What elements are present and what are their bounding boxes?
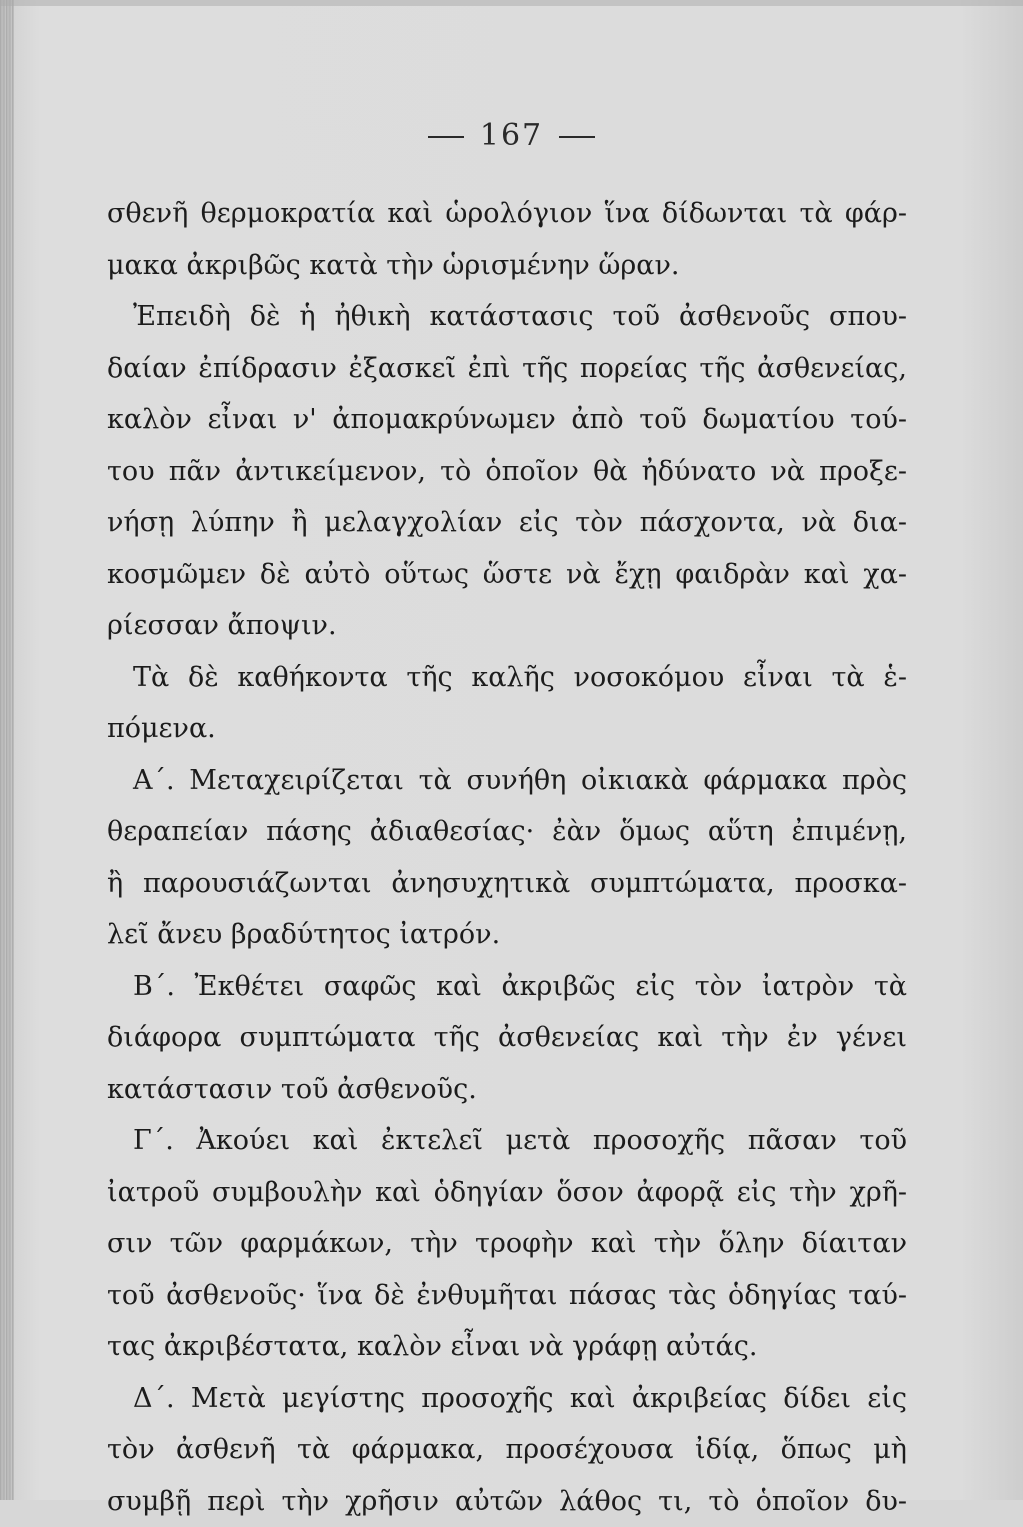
text-line-content: συμβῇ περὶ τὴν χρῆσιν αὐτῶν λάθος τι, τὸ ὁποῖον δυ- (107, 1476, 907, 1527)
text-line (107, 343, 907, 395)
text-line (107, 497, 907, 549)
text-line (107, 549, 907, 601)
text-line-content: Ἐπειδὴ δὲ ἡ ἠθικὴ κατάστασις τοῦ ἀσθενοῦς σπου- (133, 291, 907, 343)
text-line-content: καλὸν εἶναι ν' ἀπομακρύνωμεν ἀπὸ τοῦ δωματίου τού- (107, 394, 907, 446)
text-line (107, 291, 907, 343)
text-line (107, 652, 907, 704)
text-line-content: σιν τῶν φαρμάκων, τὴν τροφὴν καὶ τὴν ὅλην δίαιταν (107, 1218, 907, 1270)
page-header (0, 118, 1023, 153)
text-line (107, 1424, 907, 1476)
text-line (107, 240, 907, 292)
text-line (107, 858, 907, 910)
text-line (107, 1167, 907, 1219)
text-line-content: θεραπείαν πάσης ἀδιαθεσίας· ἐὰν ὅμως αὕτη ἐπιμένῃ, (107, 806, 907, 858)
text-line (107, 600, 907, 652)
page-binding-edge (0, 0, 14, 1500)
text-line-content: ἢ παρουσιάζωνται ἀνησυχητικὰ συμπτώματα, προσκα- (107, 858, 907, 910)
text-line (107, 1218, 907, 1270)
text-line-content: τοῦ ἀσθενοῦς· ἵνα δὲ ἐνθυμῆται πάσας τὰς ὁδηγίας ταύ- (107, 1270, 907, 1322)
text-line (107, 703, 907, 755)
text-line-content: διάφορα συμπτώματα τῆς ἀσθενείας καὶ τὴν ἐν γένει (107, 1012, 907, 1064)
text-line-content: δαίαν ἐπίδρασιν ἐξασκεῖ ἐπὶ τῆς πορείας τῆς ἀσθενείας, (107, 343, 907, 395)
text-line (107, 1476, 907, 1527)
text-line (107, 1064, 907, 1116)
text-line-content: κατάστασιν τοῦ ἀσθενοῦς. (107, 1064, 477, 1116)
text-line (107, 961, 907, 1013)
text-line-content: τας ἀκριβέστατα, καλὸν εἶναι νὰ γράφῃ αὐτάς. (107, 1321, 758, 1373)
text-line (107, 755, 907, 807)
text-line-content: ρίεσσαν ἄποψιν. (107, 600, 337, 652)
page-top-edge (0, 0, 1023, 6)
header-dash-right (559, 136, 595, 138)
text-line (107, 1115, 907, 1167)
text-line-content: λεῖ ἄνευ βραδύτητος ἰατρόν. (107, 909, 500, 961)
text-line (107, 1321, 907, 1373)
text-line-content: κοσμῶμεν δὲ αὐτὸ οὕτως ὥστε νὰ ἔχῃ φαιδρὰν καὶ χα- (107, 549, 907, 601)
text-line (107, 1012, 907, 1064)
text-line-content: Τὰ δὲ καθήκοντα τῆς καλῆς νοσοκόμου εἶναι τὰ ἑ- (133, 652, 907, 704)
text-line-content: του πᾶν ἀντικείμενον, τὸ ὁποῖον θὰ ἠδύνατο νὰ προξε- (107, 446, 907, 498)
text-line (107, 446, 907, 498)
page-number: 167 (480, 118, 543, 153)
text-line-content: πόμενα. (107, 703, 216, 755)
text-line-content: τὸν ἀσθενῆ τὰ φάρμακα, προσέχουσα ἰδίᾳ, ὅπως μὴ (107, 1424, 907, 1476)
text-line-content: σθενῆ θερμοκρατία καὶ ὡρολόγιον ἵνα δίδωνται τὰ φάρ- (107, 188, 907, 240)
text-line (107, 1270, 907, 1322)
text-line (107, 909, 907, 961)
text-line-content: Γ΄. Ἀκούει καὶ ἐκτελεῖ μετὰ προσοχῆς πᾶσαν τοῦ (133, 1115, 907, 1167)
text-line-content: Α΄. Μεταχειρίζεται τὰ συνήθη οἰκιακὰ φάρμακα πρὸς (133, 755, 907, 807)
text-line (107, 188, 907, 240)
text-line (107, 806, 907, 858)
text-line-content: Β΄. Ἐκθέτει σαφῶς καὶ ἀκριβῶς εἰς τὸν ἰατρὸν τὰ (133, 961, 907, 1013)
text-line-content: ἰατροῦ συμβουλὴν καὶ ὁδηγίαν ὅσον ἀφορᾷ εἰς τὴν χρῆ- (107, 1167, 907, 1219)
text-line-content: μακα ἀκριβῶς κατὰ τὴν ὡρισμένην ὥραν. (107, 240, 679, 292)
text-line (107, 1373, 907, 1425)
text-line-content: Δ΄. Μετὰ μεγίστης προσοχῆς καὶ ἀκριβείας δίδει εἰς (133, 1373, 907, 1425)
header-dash-left (428, 136, 464, 138)
body-text (107, 188, 907, 1527)
text-line (107, 394, 907, 446)
text-line-content: νήσῃ λύπην ἢ μελαγχολίαν εἰς τὸν πάσχοντα, νὰ δια- (107, 497, 907, 549)
